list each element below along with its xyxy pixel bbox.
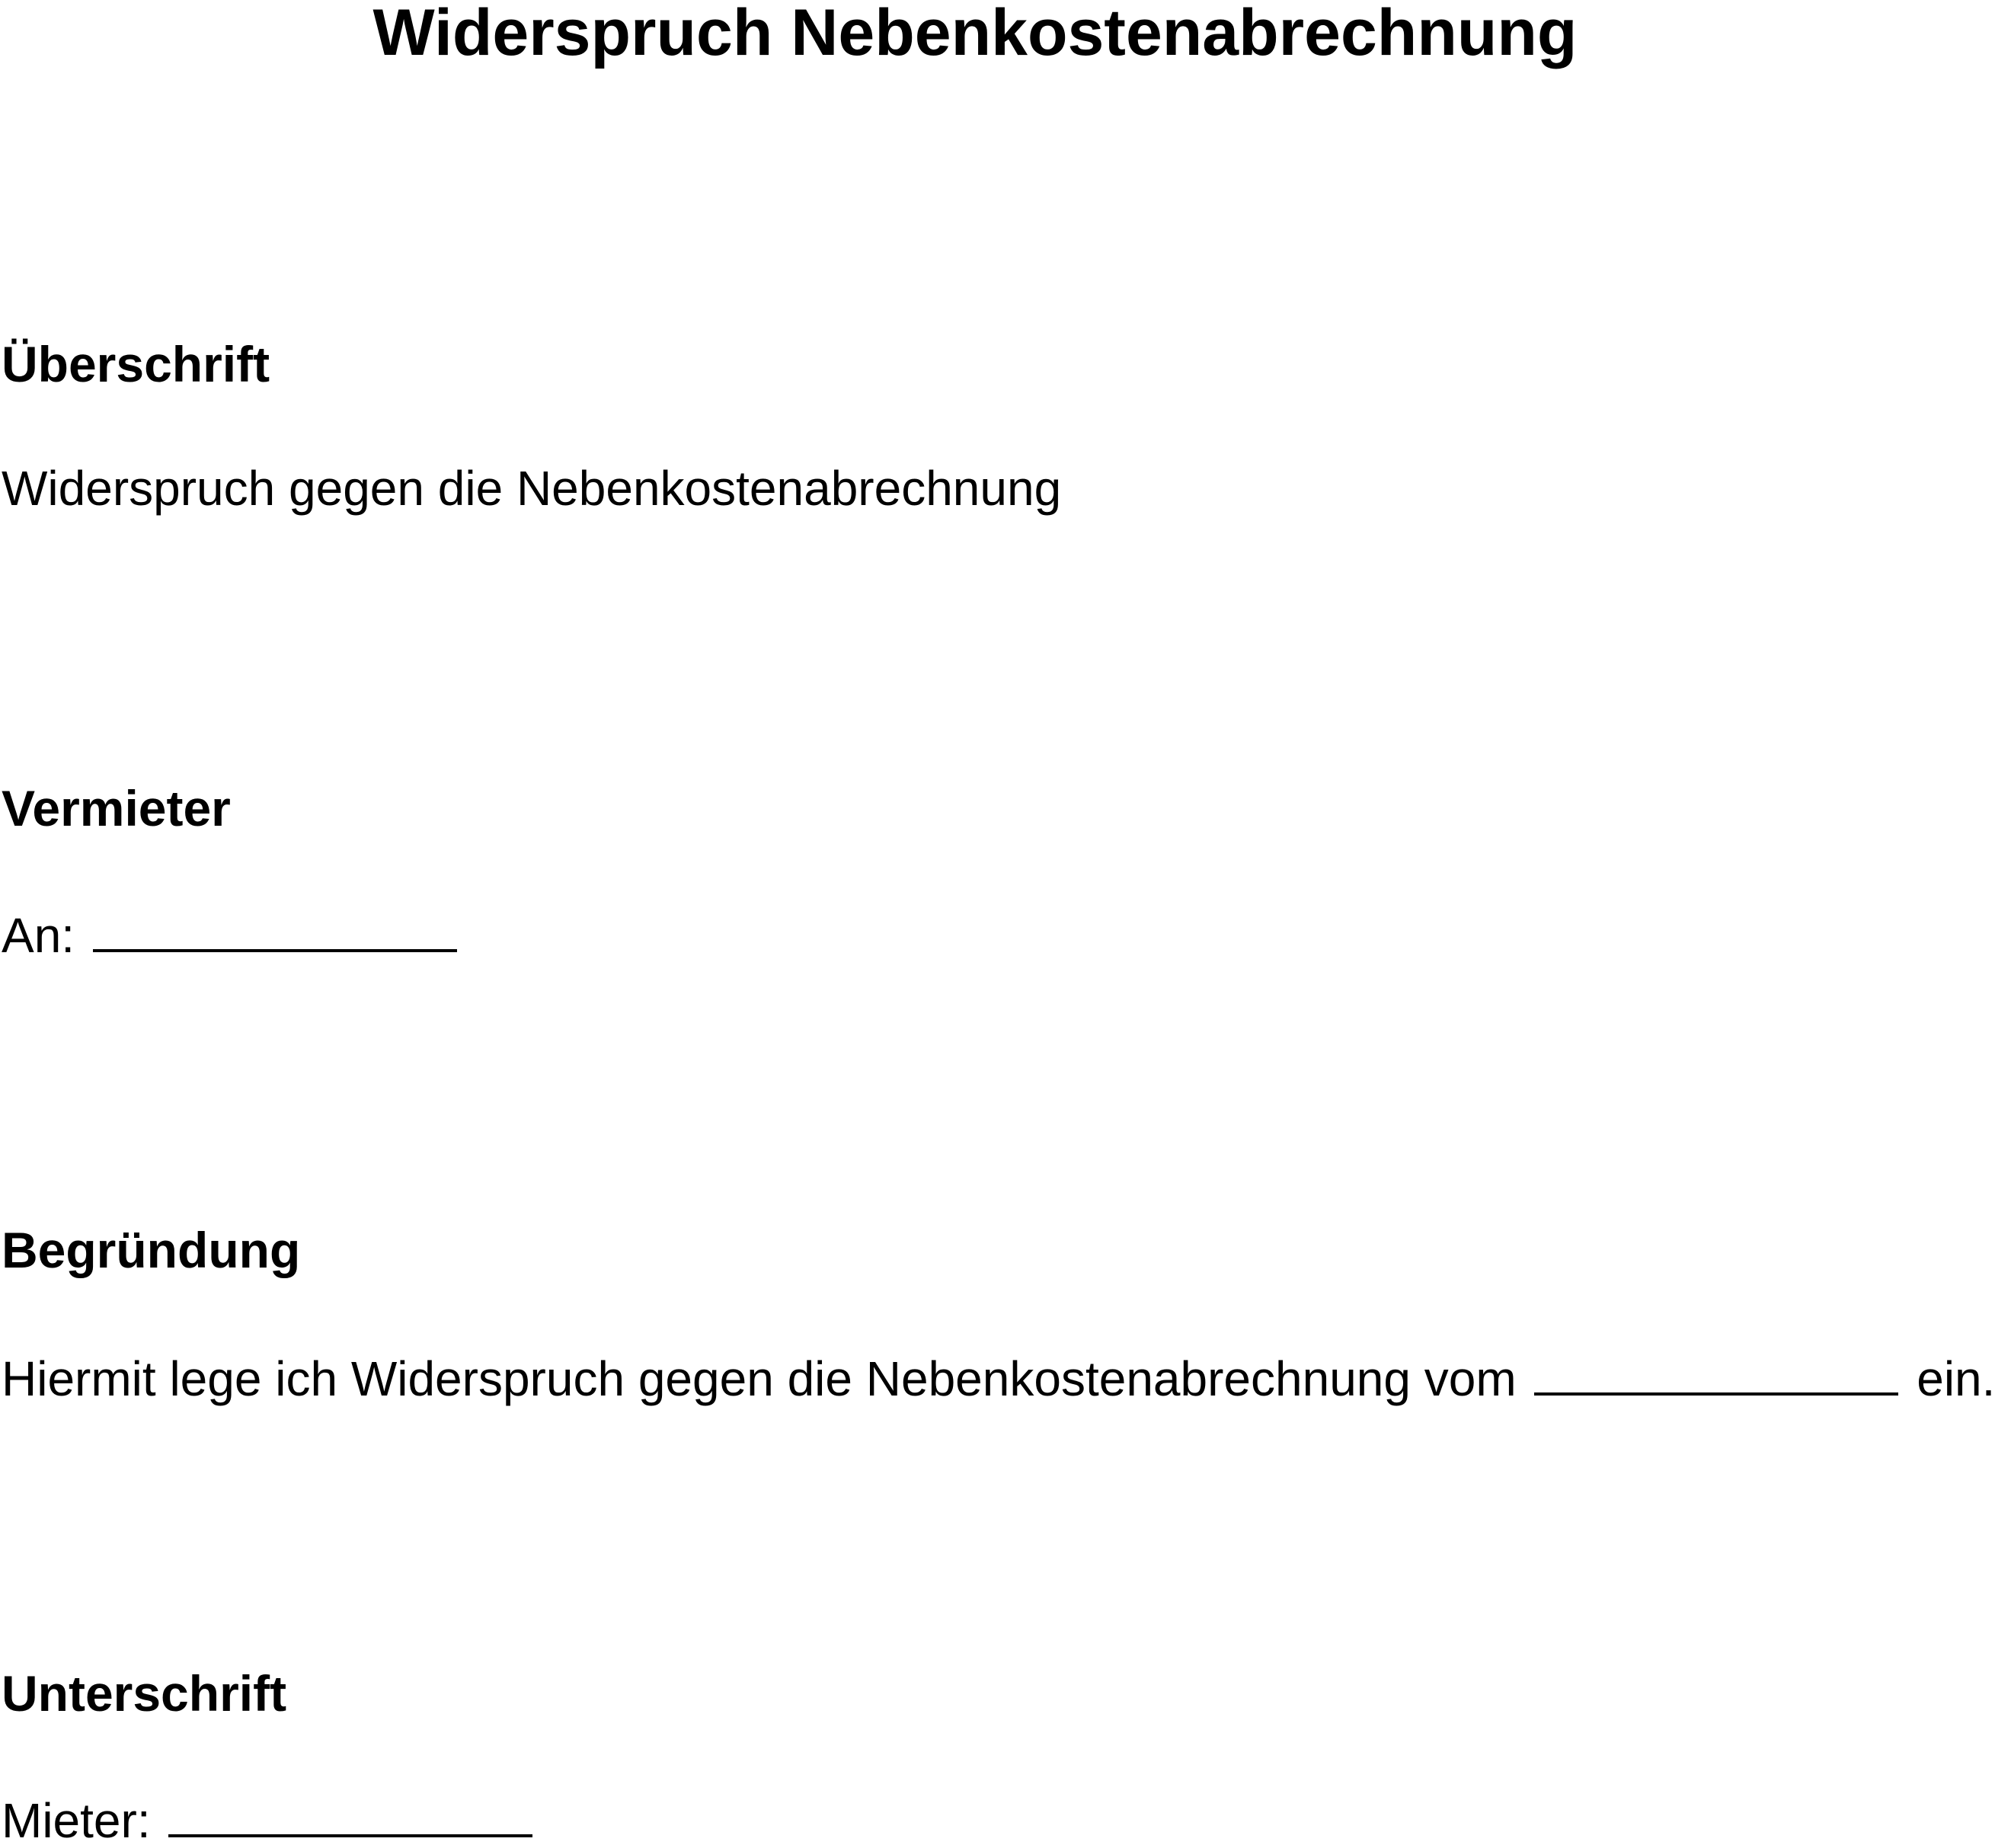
landlord-label: An: <box>2 908 75 963</box>
section-heading-unterschrift: Unterschrift <box>2 1665 287 1722</box>
billing-date-blank-field[interactable] <box>1534 1350 1898 1396</box>
section-heading-vermieter: Vermieter <box>2 780 231 836</box>
reason-text-before: Hiermit lege ich Widerspruch gegen die Nebenkostenabrechnung vom <box>2 1351 1517 1406</box>
document-title: Widerspruch Nebenkostenabrechnung <box>372 0 1578 69</box>
tenant-label: Mieter: <box>2 1793 151 1848</box>
reason-line <box>2 1350 1995 1404</box>
tenant-line <box>2 1792 537 1846</box>
section-text-ueberschrift: Widerspruch gegen die Nebenkostenabrechnung <box>2 461 1062 516</box>
landlord-blank-field[interactable] <box>93 906 457 952</box>
landlord-line <box>2 906 462 961</box>
reason-text-after: ein. <box>1917 1351 1995 1406</box>
section-heading-ueberschrift: Überschrift <box>2 336 270 392</box>
tenant-signature-blank-field[interactable] <box>168 1792 532 1837</box>
section-heading-begruendung: Begründung <box>2 1222 301 1278</box>
